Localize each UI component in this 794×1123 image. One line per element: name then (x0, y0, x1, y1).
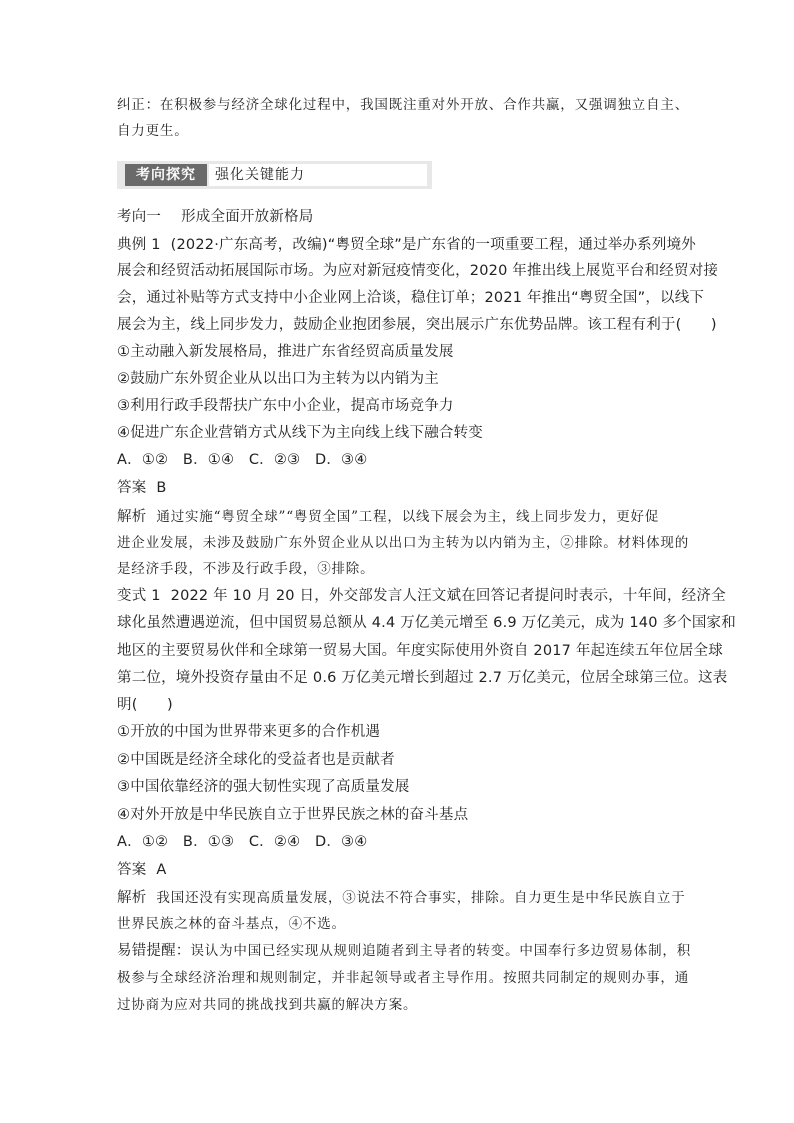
variant1-analysis-text-1: 我国还没有实现高质量发展，③说法不符合事实，排除。自力更生是中华民族自立于 (156, 890, 686, 906)
example1-answer-value: B (156, 480, 167, 496)
variant1-choices: A．①② B．①③ C．②④ D．③④ (117, 834, 368, 850)
example1-line-1 (117, 235, 696, 255)
correction-line-1: 纠正：在积极参与经济全球化过程中，我国既注重对外开放、合作共赢，又强调独立自主、 (117, 97, 689, 113)
example1-analysis-text-1: 通过实施“粤贸全球”“粤贸全国”工程，以线下展会为主，线上同步发力，更好促 (156, 509, 660, 525)
variant1-answer-label: 答案 (117, 862, 147, 878)
variant1-analysis-line-2: 世界民族之林的奋斗基点，④不选。 (117, 916, 346, 932)
example1-option-2: ②鼓励广东外贸企业从以出口为主转为以内销为主 (117, 371, 439, 387)
example1-line-2: 展会和经贸活动拓展国际市场。为应对新冠疫情变化，2020 年推出线上展览平台和经贸对接 (117, 263, 719, 279)
variant1-line-1 (117, 586, 726, 606)
variant1-tip-label: 易错提醒： (117, 943, 191, 959)
example1-analysis-line-1 (117, 507, 682, 527)
example1-answer (117, 478, 682, 498)
variant1-line-4: 第二位，境外投资存量由不足 0.6 万亿美元增长到超过 2.7 万亿美元，位居全球第三位。这表 (117, 670, 728, 686)
example1-choices: A．①② B．①④ C．②③ D．③④ (117, 452, 368, 468)
variant1-tip-text-1: 误认为中国已经实现从规则追随者到主导者的转变。中国奉行多边贸易体制，积 (190, 943, 691, 959)
variant1-answer (117, 860, 682, 880)
example1-analysis-label: 解析 (117, 509, 147, 525)
variant1-label: 变式 1 (117, 588, 161, 604)
section-title: 形成全面开放新格局 (181, 209, 314, 225)
variant1-option-3: ③中国依靠经济的强大韧性实现了高质量发展 (117, 779, 410, 795)
example1-answer-label: 答案 (117, 480, 147, 496)
example1-analysis-line-3: 是经济手段，不涉及行政手段，③排除。 (117, 561, 375, 577)
variant1-option-1: ①开放的中国为世界带来更多的合作机遇 (117, 724, 381, 740)
variant1-text-1: 2022 年 10 月 20 日，外交部发言人汪文斌在回答记者提问时表示，十年间，经济全 (170, 588, 726, 604)
banner-subtitle: 强化关键能力 (209, 164, 427, 186)
variant1-option-2: ②中国既是经济全球化的受益者也是贡献者 (117, 752, 395, 768)
variant1-line-5: 明( ) (117, 697, 173, 713)
variant1-tip-line-2: 极参与全球经济治理和规则制定，并非起领导或者主导作用。按照共同制定的规则办事，通 (117, 970, 689, 986)
correction-line-2: 自力更生。 (117, 123, 189, 139)
variant1-line-2: 球化虽然遭遇逆流，但中国贸易总额从 4.4 万亿美元增至 6.9 万亿美元，成为 140 多个国家和 (117, 615, 736, 631)
variant1-tip-line-1 (117, 941, 691, 961)
example1-line-3: 会，通过补贴等方式支持中小企业网上洽谈，稳住订单；2021 年推出“粤贸全国”，以线下 (117, 290, 705, 306)
example1-line-4: 展会为主，线上同步发力，鼓励企业抱团参展，突出展示广东优势品牌。该工程有利于( ) (117, 317, 717, 333)
example1-text-1: (2022·广东高考，改编)“粤贸全球”是广东省的一项重要工程，通过举办系列境外 (170, 237, 696, 253)
example1-option-4: ④促进广东企业营销方式从线下为主向线上线下融合转变 (117, 425, 483, 441)
section-heading (117, 207, 682, 227)
variant1-analysis-line-1 (117, 888, 686, 908)
variant1-answer-value: A (156, 862, 167, 878)
example1-label: 典例 1 (117, 237, 161, 253)
banner-tag: 考向探究 (125, 164, 207, 186)
section-label: 考向一 (117, 209, 162, 225)
variant1-option-4: ④对外开放是中华民族自立于世界民族之林的奋斗基点 (117, 807, 469, 823)
variant1-analysis-label: 解析 (117, 890, 147, 906)
variant1-tip-line-3: 过协商为应对共同的挑战找到共赢的解决方案。 (117, 997, 418, 1013)
example1-analysis-line-2: 进企业发展，未涉及鼓励广东外贸企业从以出口为主转为以内销为主，②排除。材料体现的 (117, 535, 689, 551)
example1-option-1: ①主动融入新发展格局，推进广东省经贸高质量发展 (117, 344, 454, 360)
variant1-line-3: 地区的主要贸易伙伴和全球第一贸易大国。年度实际使用外资自 2017 年起连续五年位居全球 (117, 643, 723, 659)
example1-option-3: ③利用行政手段帮扶广东中小企业，提高市场竞争力 (117, 398, 454, 414)
section-banner (117, 161, 432, 189)
